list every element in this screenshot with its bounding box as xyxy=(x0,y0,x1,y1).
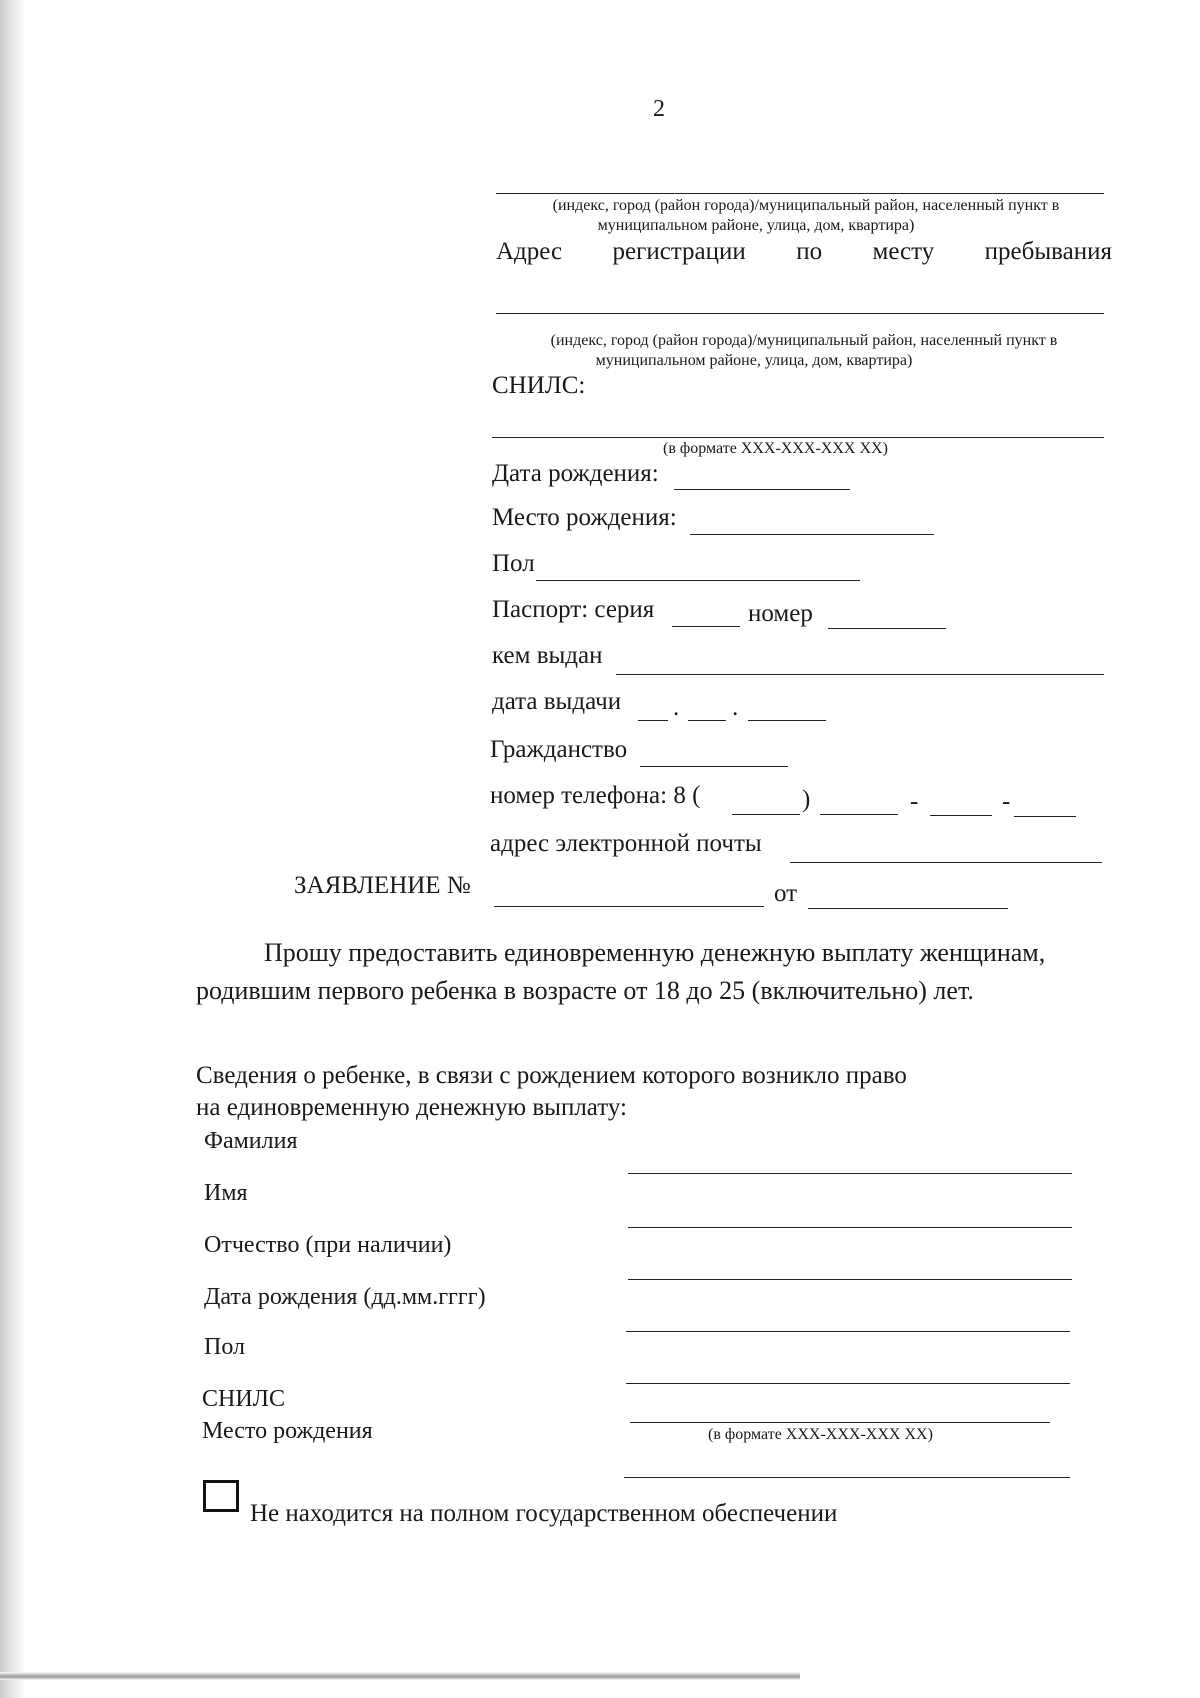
birth-place-label: Место рождения: xyxy=(492,504,677,531)
issued-by-label: кем выдан xyxy=(492,642,603,669)
child-surname-line[interactable] xyxy=(628,1173,1072,1174)
state-support-checkbox-label: Не находится на полном государственном обеспечении xyxy=(250,1500,838,1527)
page-number: 2 xyxy=(653,96,665,122)
child-intro-line2: на единовременную денежную выплату: xyxy=(196,1094,627,1121)
phone-part2-line[interactable] xyxy=(930,815,992,816)
phone-part3-line[interactable] xyxy=(1014,816,1076,817)
child-snils-format-hint: (в формате ХХХ-ХХХ-ХХХ ХХ) xyxy=(708,1426,933,1443)
snils-line[interactable] xyxy=(492,437,1104,438)
child-snils-label: СНИЛС xyxy=(202,1386,285,1412)
passport-series-line[interactable] xyxy=(672,626,740,627)
phone-dash: - xyxy=(1002,788,1011,815)
child-birth-place-line[interactable] xyxy=(624,1477,1070,1478)
issue-date-label: дата выдачи xyxy=(492,688,622,715)
address-hint-1b: муниципальном районе, улица, дом, квартира) xyxy=(597,217,915,234)
sex-line[interactable] xyxy=(536,580,860,581)
birth-date-line[interactable] xyxy=(674,489,850,490)
stay-address-word: Адрес xyxy=(496,238,563,265)
passport-series-label: Паспорт: серия xyxy=(492,596,655,623)
issue-date-sep: . xyxy=(673,694,680,721)
child-birth-date-label: Дата рождения (дд.мм.гггг) xyxy=(204,1284,486,1310)
application-title: ЗАЯВЛЕНИЕ № xyxy=(294,872,471,899)
child-birth-date-line[interactable] xyxy=(626,1331,1070,1332)
issue-date-sep: . xyxy=(732,694,739,721)
child-name-line[interactable] xyxy=(628,1227,1072,1228)
child-patronymic-line[interactable] xyxy=(628,1279,1072,1280)
child-birth-place-label: Место рождения xyxy=(202,1418,373,1444)
phone-label: номер телефона: 8 ( xyxy=(490,782,701,809)
request-text-line2: родившим первого ребенка в возрасте от 18 до 25 (включительно) лет. xyxy=(196,976,974,1005)
sex-label: Пол xyxy=(492,550,535,577)
issue-month-line[interactable] xyxy=(688,720,726,721)
stay-address-word: пребывания xyxy=(984,238,1112,265)
citizenship-line[interactable] xyxy=(640,766,788,767)
residence-address-line[interactable] xyxy=(496,193,1104,194)
request-text-line1: Прошу предоставить единовременную денежную выплату женщинам, xyxy=(264,938,1046,967)
state-support-checkbox[interactable] xyxy=(203,1480,239,1512)
phone-close-paren: ) xyxy=(802,786,811,813)
child-surname-label: Фамилия xyxy=(204,1128,298,1154)
application-date-label: от xyxy=(774,880,798,907)
child-sex-line[interactable] xyxy=(626,1383,1070,1384)
child-intro-line1: Сведения о ребенке, в связи с рождением которого возникло право xyxy=(196,1062,907,1089)
email-line[interactable] xyxy=(790,862,1102,863)
stay-address-label xyxy=(496,238,1112,266)
child-name-label: Имя xyxy=(204,1180,248,1206)
issued-by-line[interactable] xyxy=(616,674,1104,675)
snils-format-hint: (в формате ХХХ-ХХХ-ХХХ ХХ) xyxy=(663,440,888,457)
address-hint-2a: (индекс, город (район города)/муниципальный район, населенный пункт в xyxy=(550,332,1058,349)
passport-number-line[interactable] xyxy=(828,628,946,629)
stay-address-word: регистрации xyxy=(612,238,746,265)
application-date-line[interactable] xyxy=(808,908,1008,909)
birth-date-label: Дата рождения: xyxy=(492,460,659,487)
child-patronymic-label: Отчество (при наличии) xyxy=(204,1232,452,1258)
address-hint-1a: (индекс, город (район города)/муниципальный район, населенный пункт в xyxy=(552,197,1060,214)
phone-dash: - xyxy=(910,788,919,815)
address-hint-2b: муниципальном районе, улица, дом, квартира) xyxy=(595,352,913,369)
stay-address-word: по xyxy=(796,238,823,265)
issue-day-line[interactable] xyxy=(638,720,668,721)
child-snils-line[interactable] xyxy=(630,1422,1050,1423)
citizenship-label: Гражданство xyxy=(490,736,628,763)
application-number-line[interactable] xyxy=(494,906,764,907)
child-sex-label: Пол xyxy=(204,1334,245,1360)
stay-address-line[interactable] xyxy=(496,313,1104,314)
stay-address-word: месту xyxy=(872,238,935,265)
email-label: адрес электронной почты xyxy=(490,830,762,857)
phone-part1-line[interactable] xyxy=(820,814,898,815)
issue-year-line[interactable] xyxy=(748,720,826,721)
snils-label: СНИЛС: xyxy=(492,372,586,399)
passport-number-label: номер xyxy=(748,600,813,627)
scan-shadow-left xyxy=(0,0,26,1698)
phone-code-line[interactable] xyxy=(732,814,800,815)
scan-shadow-bottom xyxy=(0,1672,800,1680)
birth-place-line[interactable] xyxy=(690,534,934,535)
